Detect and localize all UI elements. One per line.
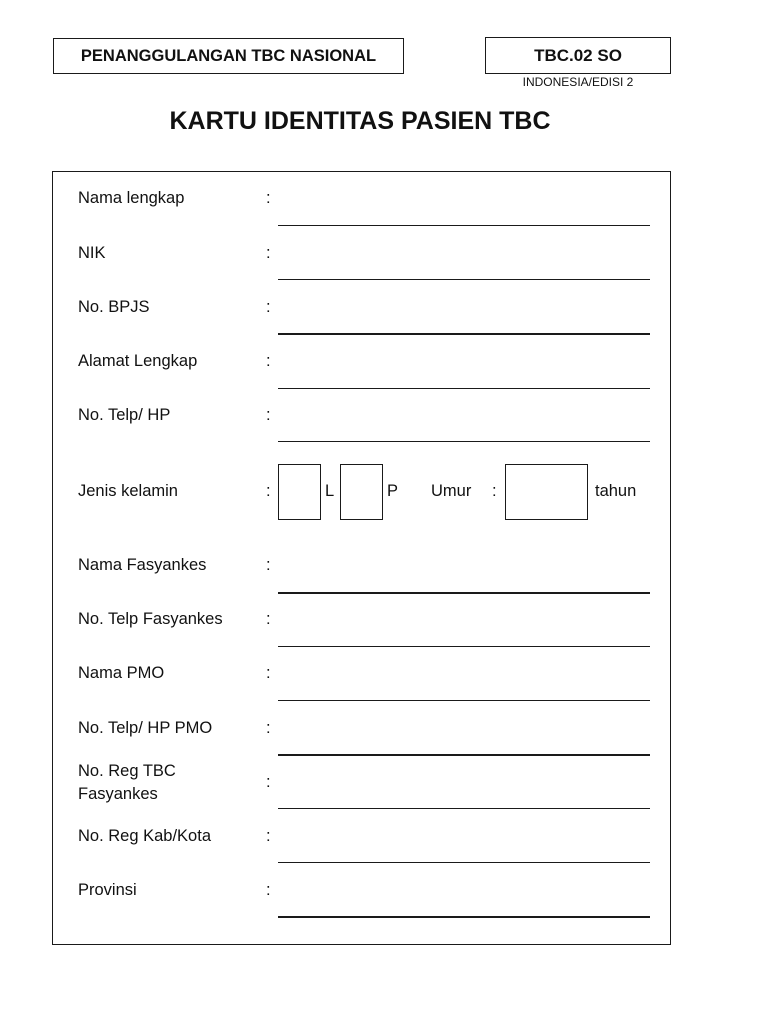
nik-field[interactable] — [278, 279, 650, 280]
gender-male-label: L — [325, 482, 335, 500]
full-name-field[interactable] — [278, 225, 650, 226]
phone-field[interactable] — [278, 441, 650, 442]
reg-district-field[interactable] — [278, 862, 650, 863]
phone-label: No. Telp/ HP — [78, 406, 171, 424]
colon: : — [492, 482, 497, 500]
colon: : — [266, 298, 271, 316]
age-field[interactable] — [505, 464, 588, 520]
age-label: Umur — [431, 482, 472, 500]
program-header: PENANGGULANGAN TBC NASIONAL — [53, 38, 404, 74]
nik-label: NIK — [78, 244, 106, 262]
colon: : — [266, 556, 271, 574]
facility-name-label: Nama Fasyankes — [78, 556, 207, 574]
gender-male-checkbox[interactable] — [278, 464, 321, 520]
full-name-label: Nama lengkap — [78, 189, 185, 207]
reg-tbc-label-line2: Fasyankes — [78, 785, 158, 803]
address-field[interactable] — [278, 388, 650, 389]
age-unit-label: tahun — [595, 482, 637, 500]
colon: : — [266, 610, 271, 628]
form-code: TBC.02 SO — [485, 37, 671, 74]
facility-name-field[interactable] — [278, 592, 650, 594]
gender-female-label: P — [387, 482, 399, 500]
colon: : — [266, 881, 271, 899]
reg-district-label: No. Reg Kab/Kota — [78, 827, 211, 845]
reg-tbc-label-line1: No. Reg TBC — [78, 762, 176, 780]
address-label: Alamat Lengkap — [78, 352, 198, 370]
colon: : — [266, 827, 271, 845]
province-field[interactable] — [278, 916, 650, 918]
page-title: KARTU IDENTITAS PASIEN TBC — [169, 107, 551, 135]
bpjs-field[interactable] — [278, 333, 650, 335]
facility-phone-label: No. Telp Fasyankes — [78, 610, 223, 628]
bpjs-label: No. BPJS — [78, 298, 150, 316]
gender-female-checkbox[interactable] — [340, 464, 383, 520]
colon: : — [266, 352, 271, 370]
colon: : — [266, 244, 271, 262]
colon: : — [266, 773, 271, 791]
reg-tbc-field[interactable] — [278, 808, 650, 809]
colon: : — [266, 664, 271, 682]
pmo-name-label: Nama PMO — [78, 664, 165, 682]
colon: : — [266, 406, 271, 424]
colon: : — [266, 482, 271, 500]
pmo-phone-label: No. Telp/ HP PMO — [78, 719, 213, 737]
gender-label: Jenis kelamin — [78, 482, 178, 500]
pmo-phone-field[interactable] — [278, 754, 650, 756]
province-label: Provinsi — [78, 881, 137, 899]
edition-label: INDONESIA/EDISI 2 — [522, 75, 634, 89]
pmo-name-field[interactable] — [278, 700, 650, 701]
colon: : — [266, 719, 271, 737]
facility-phone-field[interactable] — [278, 646, 650, 647]
colon: : — [266, 189, 271, 207]
